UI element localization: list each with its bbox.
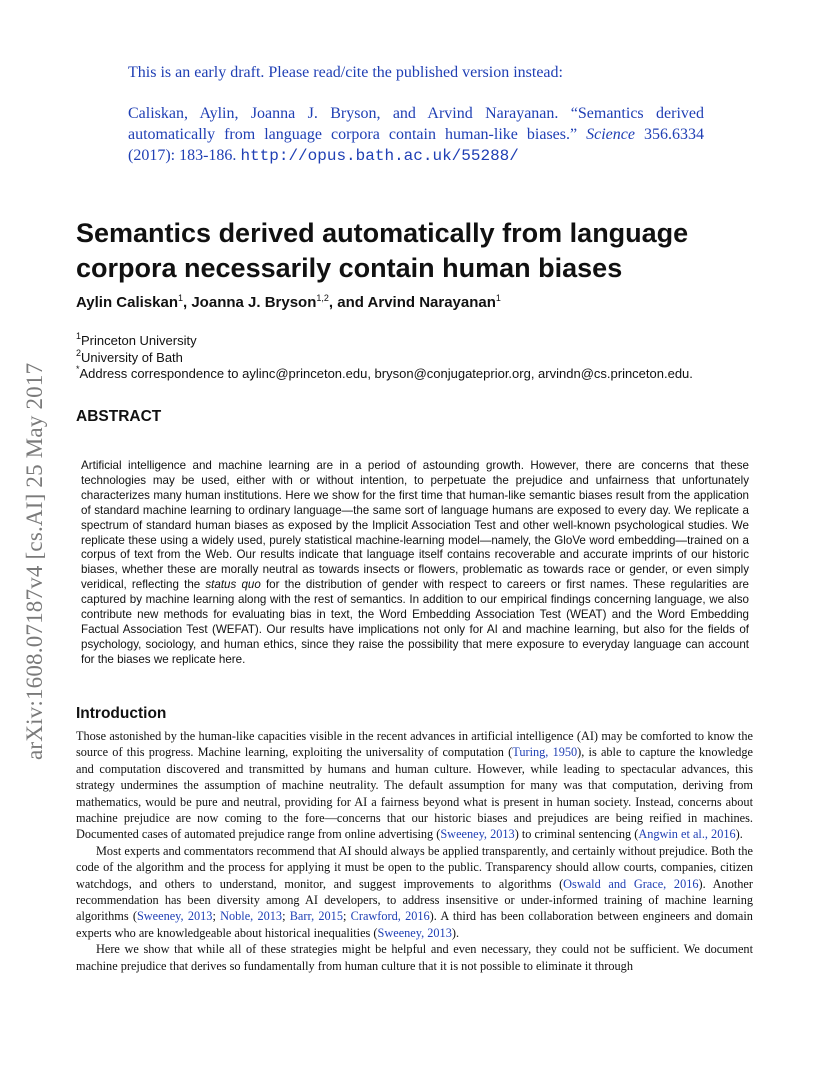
citation-link[interactable]: Oswald and Grace, 2016 — [563, 876, 699, 891]
citation-separator: ; — [342, 909, 351, 924]
affiliation-mark: 2 — [76, 347, 82, 358]
affiliation-line — [76, 333, 693, 350]
author-name: Aylin Caliskan — [76, 294, 178, 311]
abstract-italic: status quo — [205, 578, 261, 592]
abstract-text — [81, 459, 749, 668]
abstract-part: Artificial intelligence and machine learning are in a period of astounding growth. However, there are concerns that these technologies may be used, either with or without intention, to perpetuate the prejudice and unfairness that unfortunately characterizes many human institutions. Here we show for the first time that human-like semantic biases result from the application of standard machine learning to ordinary language—the same sort of language humans are exposed to every day. We replicate a spectrum of standard human biases as exposed by the Implicit Association Test and other well-known psychological studies. We replicate these using a widely used, purely statistical machine-learning model—namely, the GloVe word embedding—trained on a corpus of text from the Web. Our results indicate that language itself contains recoverable and accurate imprints of our historic biases, whether these are morally neutral as towards insects or flowers, problematic as towards race or gender, or even simply veridical, reflecting the — [81, 459, 749, 592]
abstract-part: for the distribution of gender with respect to careers or first names. These regularities are captured by machine learning along with the rest of semantics. In addition to our empirical findings concerning language, we also contribute new methods for evaluating bias in text, the Word Embedding Association Test (WEAT) and the Word Embedding Factual Association Test (WEFAT). Our results have implications not only for AI and machine learning, but also for the fields of psychology, sociology, and human ethics, since they raise the possibility that mere exposure to everyday language can account for the biases we replicate here. — [81, 578, 750, 666]
affiliation-mark: 1 — [76, 331, 82, 341]
paragraph-text: ). — [451, 925, 460, 940]
author-separator: , and — [328, 294, 368, 311]
citation-link[interactable]: Sweeney, 2013 — [440, 827, 515, 842]
paragraph-text: Most experts and commentators recommend that AI should always be applied transparently, and certainly without prejudice. Both the code of the algorithm and the process for applying it must be open to the public. Transparency should allow courts, companies, citizen watchdogs, and others to understand, monitor, and suggest improvements to algorithms ( — [76, 843, 753, 891]
citation-link[interactable]: Barr, 2015 — [289, 909, 343, 924]
paper-title: Semantics derived automatically from language corpora necessarily contain human biases — [76, 218, 689, 283]
citation-link[interactable]: Sweeney, 2013 — [377, 925, 452, 940]
affiliation-mark: * — [76, 364, 80, 374]
introduction-body — [76, 728, 753, 974]
citation-url-link[interactable]: http://opus.bath.ac.uk/55288/ — [240, 147, 519, 165]
affiliation-text: Princeton University — [81, 333, 197, 348]
abstract-heading: ABSTRACT — [76, 408, 162, 425]
citation-link[interactable]: Turing, 1950 — [512, 745, 578, 760]
arxiv-stamp: arXiv:1608.07187v4 [cs.AI] 25 May 2017 — [22, 362, 47, 760]
paragraph-text: ), is able to capture the knowledge and computation discovered and transmitted by humans and human culture. However, while leading to spectacular advances, this strategy undermines the assumption of machine neutrality. The default assumption for many was that computation, deriving from mathematics, would be pure and neutral, providing for AI a fairness beyond what is present in human society. Instead, concerns about machine prejudice are now coming to the fore—concerns that our historic biases and prejudices are being reified in machines. Documented cases of automated prejudice range from online advertising ( — [76, 745, 753, 842]
paragraph — [76, 941, 753, 974]
author-affiliation-mark: 1,2 — [316, 293, 329, 303]
citation-link[interactable]: Noble, 2013 — [220, 909, 283, 924]
author-affiliation-mark: 1 — [495, 293, 501, 303]
section-heading-introduction: Introduction — [76, 705, 167, 722]
affiliation-line — [76, 347, 693, 367]
draft-notice-line: This is an early draft. Please read/cite the published version instead: — [128, 64, 563, 81]
paragraph-text: ). A third has been collaboration between engineers and domain experts who are knowledgeable about historical inequalities ( — [76, 909, 753, 940]
citation-separator: ; — [212, 909, 221, 924]
author-name: Arvind Narayanan — [367, 294, 496, 311]
affiliations — [76, 333, 693, 383]
paragraph-text: ). Another recommendation has been diversity among AI developers, to address insensitive or under-informed training of machine learning algorithms ( — [76, 876, 753, 924]
citation-separator: ; — [282, 909, 290, 924]
affiliation-text: University of Bath — [81, 349, 183, 365]
paragraph-text: Here we show that while all of these strategies might be helpful and even necessary, they could not be sufficient. We document machine prejudice that derives so fundamentally from human culture that it is not possible to eliminate it through — [76, 942, 753, 973]
citation-link[interactable]: Angwin et al., 2016 — [638, 827, 736, 842]
paragraph-text: ) to criminal sentencing ( — [514, 827, 639, 842]
citation-link[interactable]: Crawford, 2016 — [350, 909, 430, 924]
paragraph-text: Those astonished by the human-like capacities visible in the recent advances in artificial intelligence (AI) may be comforted to know the source of this progress. Machine learning, exploiting the universality of computation ( — [76, 729, 753, 760]
author-affiliation-mark: 1 — [177, 293, 183, 303]
paragraph — [76, 843, 753, 941]
paragraph-text: ). — [735, 827, 743, 842]
published-citation — [128, 103, 704, 167]
author-name: Joanna J. Bryson — [191, 294, 317, 311]
citation-text: Caliskan, Aylin, Joanna J. Bryson, and Arvind Narayanan. “Semantics derived automatically from language corpora contain human-like biases.” — [128, 105, 704, 143]
correspondence-line — [76, 366, 693, 383]
correspondence-text: Address correspondence to aylinc@princeton.edu, bryson@conjugateprior.org, arvindn@cs.princeton.edu. — [79, 366, 693, 381]
author-separator: , — [183, 294, 192, 311]
citation-details: 356.6334 (2017): 183-186. — [128, 126, 705, 164]
paragraph — [76, 728, 753, 843]
citation-link[interactable]: Sweeney, 2013 — [136, 909, 213, 924]
author-list — [76, 294, 501, 311]
citation-journal: Science — [586, 126, 635, 143]
draft-notice — [128, 62, 704, 167]
